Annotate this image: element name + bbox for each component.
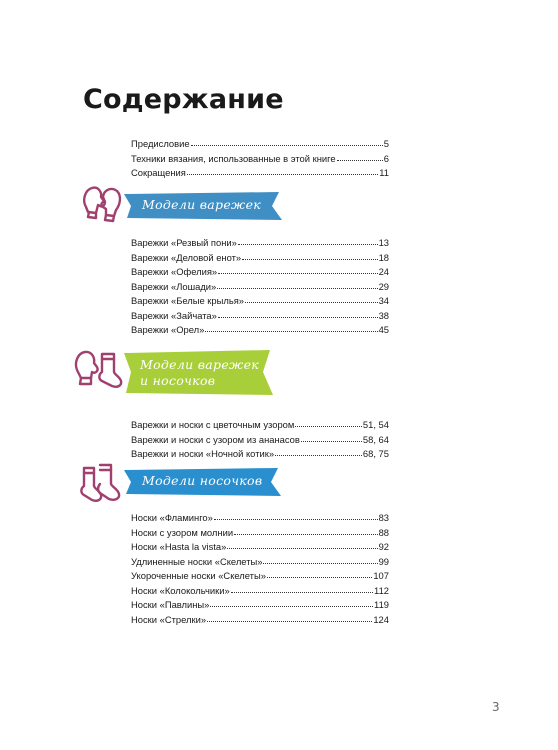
toc-leader-dots	[218, 265, 377, 274]
toc-entry-title: Носки «Павлины»	[131, 599, 210, 610]
toc-entry-title: Варежки «Лошади»	[131, 280, 217, 292]
toc-entry	[131, 323, 389, 338]
toc-leader-dots	[295, 418, 362, 427]
toc-entry	[131, 152, 389, 167]
toc-entry	[131, 236, 389, 251]
toc-entry-page: 68, 75	[362, 448, 389, 459]
page-number: 3	[492, 700, 500, 714]
toc-entry-page: 45	[378, 324, 389, 335]
section-1-banner-line: Модели варежек	[142, 197, 262, 212]
toc-leader-dots	[217, 280, 377, 289]
toc-entry-page: 11	[379, 167, 389, 178]
toc-intro-list	[131, 137, 389, 181]
toc-entry	[131, 569, 389, 584]
toc-entry-title: Варежки «Орел»	[131, 324, 205, 335]
toc-leader-dots	[245, 294, 378, 303]
toc-leader-dots	[187, 166, 378, 175]
toc-entry	[131, 309, 389, 324]
toc-entry-page: 24	[378, 266, 389, 277]
toc-entry-title: Носки «Hasta la vista»	[131, 541, 227, 552]
toc-entry-title: Варежки «Белые крылья»	[131, 295, 244, 306]
toc-entry-page: 34	[378, 295, 389, 306]
toc-leader-dots	[227, 540, 377, 549]
toc-entry-title: Варежки и носки с узором из ананасов	[131, 433, 300, 445]
toc-leader-dots	[191, 137, 383, 146]
toc-section-3-list	[131, 511, 389, 627]
toc-entry	[131, 166, 389, 181]
section-2-banner-line-2: и носочков	[140, 373, 216, 388]
toc-entry-page: 18	[378, 251, 389, 263]
toc-leader-dots	[210, 598, 373, 607]
toc-entry	[131, 294, 389, 309]
toc-entry-title: Варежки «Деловой енот»	[131, 251, 242, 263]
toc-entry-page: 88	[378, 526, 389, 538]
toc-entry-title: Предисловие	[131, 138, 190, 149]
toc-entry-page: 112	[374, 584, 389, 596]
toc-entry	[131, 418, 389, 433]
toc-entry-page: 51, 54	[362, 419, 389, 430]
toc-entry	[131, 251, 389, 266]
section-3-banner-line: Модели носочков	[142, 473, 263, 488]
socks-icon	[76, 462, 124, 508]
toc-entry-title: Носки «Стрелки»	[131, 613, 207, 625]
toc-entry-title: Удлиненные носки «Скелеты»	[131, 555, 263, 567]
section-2-banner-line-1: Модели варежек	[140, 357, 260, 372]
toc-entry-title: Укороченные носки «Скелеты»	[131, 570, 266, 581]
toc-entry-title: Варежки «Офелия»	[131, 266, 218, 277]
toc-entry-title: Сокращения	[131, 167, 186, 178]
toc-entry-page: 83	[378, 512, 389, 523]
toc-entry-page: 29	[378, 280, 389, 292]
toc-entry-page: 38	[378, 309, 389, 321]
toc-leader-dots	[301, 433, 362, 442]
toc-entry	[131, 433, 389, 448]
toc-entry	[131, 613, 389, 628]
toc-leader-dots	[263, 555, 377, 564]
toc-entry	[131, 265, 389, 280]
toc-entry-title: Варежки «Резвый пони»	[131, 237, 237, 248]
toc-entry-page: 13	[378, 237, 389, 248]
mittens-icon	[80, 183, 124, 223]
toc-entry-title: Носки с узором молнии	[131, 526, 234, 538]
toc-section-2-list	[131, 418, 389, 462]
toc-leader-dots	[231, 584, 373, 593]
toc-section-1-list	[131, 236, 389, 338]
toc-leader-dots	[218, 309, 378, 318]
toc-leader-dots	[207, 613, 372, 622]
toc-leader-dots	[275, 447, 362, 456]
toc-entry-page: 6	[383, 152, 389, 164]
toc-entry	[131, 526, 389, 541]
toc-entry	[131, 540, 389, 555]
toc-entry-page: 5	[383, 138, 389, 149]
toc-leader-dots	[205, 323, 377, 332]
toc-entry-title: Варежки и носки с цветочным узором	[131, 419, 295, 430]
toc-entry-page: 119	[374, 599, 389, 610]
toc-entry	[131, 555, 389, 570]
toc-entry-title: Носки «Фламинго»	[131, 512, 213, 523]
toc-entry-title: Носки «Колокольчики»	[131, 584, 230, 596]
toc-entry-title: Варежки «Зайчата»	[131, 309, 217, 321]
toc-entry	[131, 511, 389, 526]
toc-leader-dots	[234, 526, 378, 535]
toc-leader-dots	[267, 569, 372, 578]
toc-entry-title: Варежки и носки «Ночной котик»	[131, 448, 275, 459]
toc-entry	[131, 584, 389, 599]
toc-leader-dots	[242, 251, 377, 260]
toc-leader-dots	[238, 236, 378, 245]
page-title: Содержание	[83, 84, 284, 115]
toc-entry	[131, 447, 389, 462]
toc-leader-dots	[214, 511, 378, 520]
toc-entry	[131, 598, 389, 613]
toc-entry-page: 99	[378, 555, 389, 567]
toc-entry-page: 58, 64	[362, 433, 389, 445]
toc-entry-page: 92	[378, 541, 389, 552]
mitten-and-sock-icon	[72, 348, 126, 390]
toc-entry	[131, 280, 389, 295]
toc-entry-page: 124	[373, 613, 389, 625]
toc-entry	[131, 137, 389, 152]
toc-entry-page: 107	[373, 570, 389, 581]
toc-leader-dots	[337, 152, 383, 161]
toc-entry-title: Техники вязания, использованные в этой книге	[131, 152, 336, 164]
